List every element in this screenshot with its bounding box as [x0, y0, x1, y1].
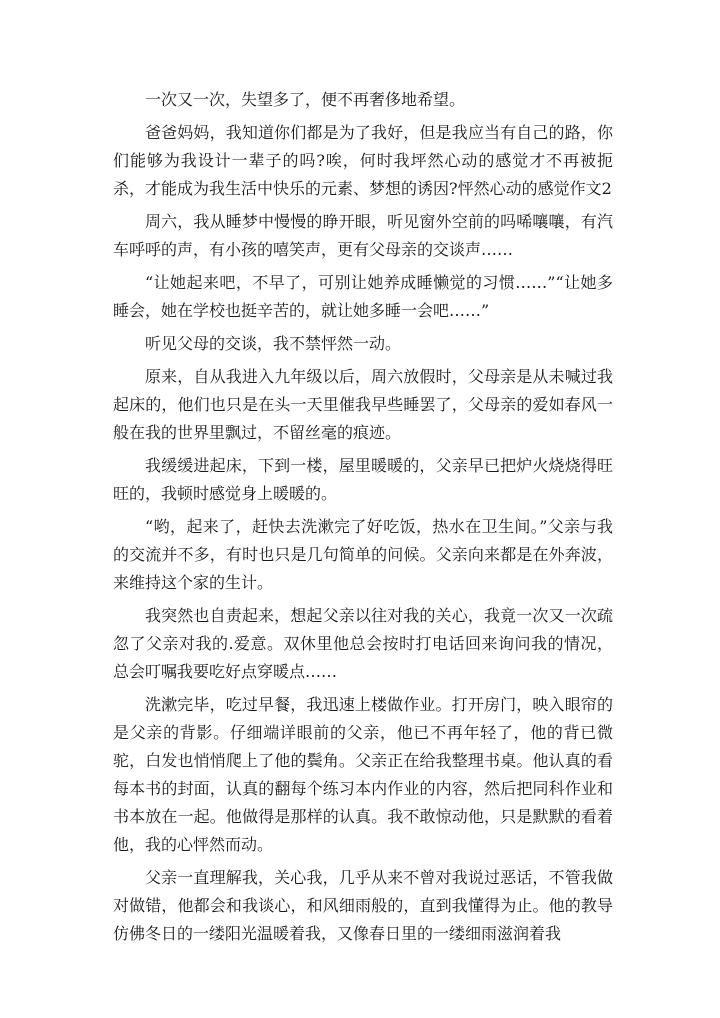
paragraph-11: 父亲一直理解我，关心我，几乎从来不曾对我说过恶话，不管我做对做错，他都会和我谈心，和风细雨般的，直到我懂得为止。他的教导仿佛冬日的一缕阳光温暖着我，又像春日里的一缕细雨滋润着我: [113, 868, 613, 943]
paragraph-2: 爸爸妈妈，我知道你们都是为了我好，但是我应当有自己的路，你们能够为我设计一辈子的吗?唉，何时我坪然心动的感觉才不再被扼杀，才能成为我生活中快乐的元素、梦想的诱因?怦然心动的感觉作文2: [113, 123, 613, 198]
paragraph-3: 周六，我从睡梦中慢慢的睁开眼，听见窗外空前的吗唏嚷嚷，有汽车呼呼的声，有小孩的嘻笑声，更有父母亲的交谈声……: [113, 212, 613, 259]
paragraph-10: 洗漱完毕，吃过早餐，我迅速上楼做作业。打开房门，映入眼帘的是父亲的背影。仔细端详眼前的父亲，他已不再年轻了，他的背已微驼，白发也悄悄爬上了他的鬓角。父亲正在给我整理书桌。他认真的看每本书的封面，认真的翻每个练习本内作业的内容，然后把同科作业和书本放在一起。他做得是那样的认真。我不敢惊动他，只是默默的看着他，我的心怦然而动。: [113, 695, 613, 854]
paragraph-8: “哟，起来了，赶快去洗漱完了好吃饭，热水在卫生间。”父亲与我的交流并不多，有时也只是几句简单的问候。父亲向来都是在外奔波，来维持这个家的生计。: [113, 517, 613, 592]
paragraph-4: “让她起来吧，不早了，可别让她养成睡懒觉的习惯……”“让她多睡会，她在学校也挺辛苦的，就让她多睡一会吧……”: [113, 273, 613, 320]
paragraph-5: 听见父母的交谈，我不禁怦然一动。: [145, 334, 402, 353]
paragraph-1: 一次又一次，失望多了，便不再奢侈地希望。: [145, 90, 466, 109]
paragraph-9: 我突然也自责起来，想起父亲以往对我的关心，我竟一次又一次疏忽了父亲对我的.爱意。双休里他总会按时打电话回来询问我的情况，总会叮嘱我要吃好点穿暖点……: [113, 606, 613, 681]
document-page: [113, 86, 613, 953]
paragraph-7: 我缓缓进起床，下到一楼，屋里暖暖的，父亲早已把炉火烧烧得旺旺的，我顿时感觉身上暖暖的。: [113, 456, 613, 503]
paragraph-6: 原来，自从我进入九年级以后，周六放假时，父母亲是从未喊过我起床的，他们也只是在头一天里催我早些睡罢了，父母亲的爱如春风一般在我的世界里飘过，不留丝毫的痕迹。: [113, 367, 613, 442]
